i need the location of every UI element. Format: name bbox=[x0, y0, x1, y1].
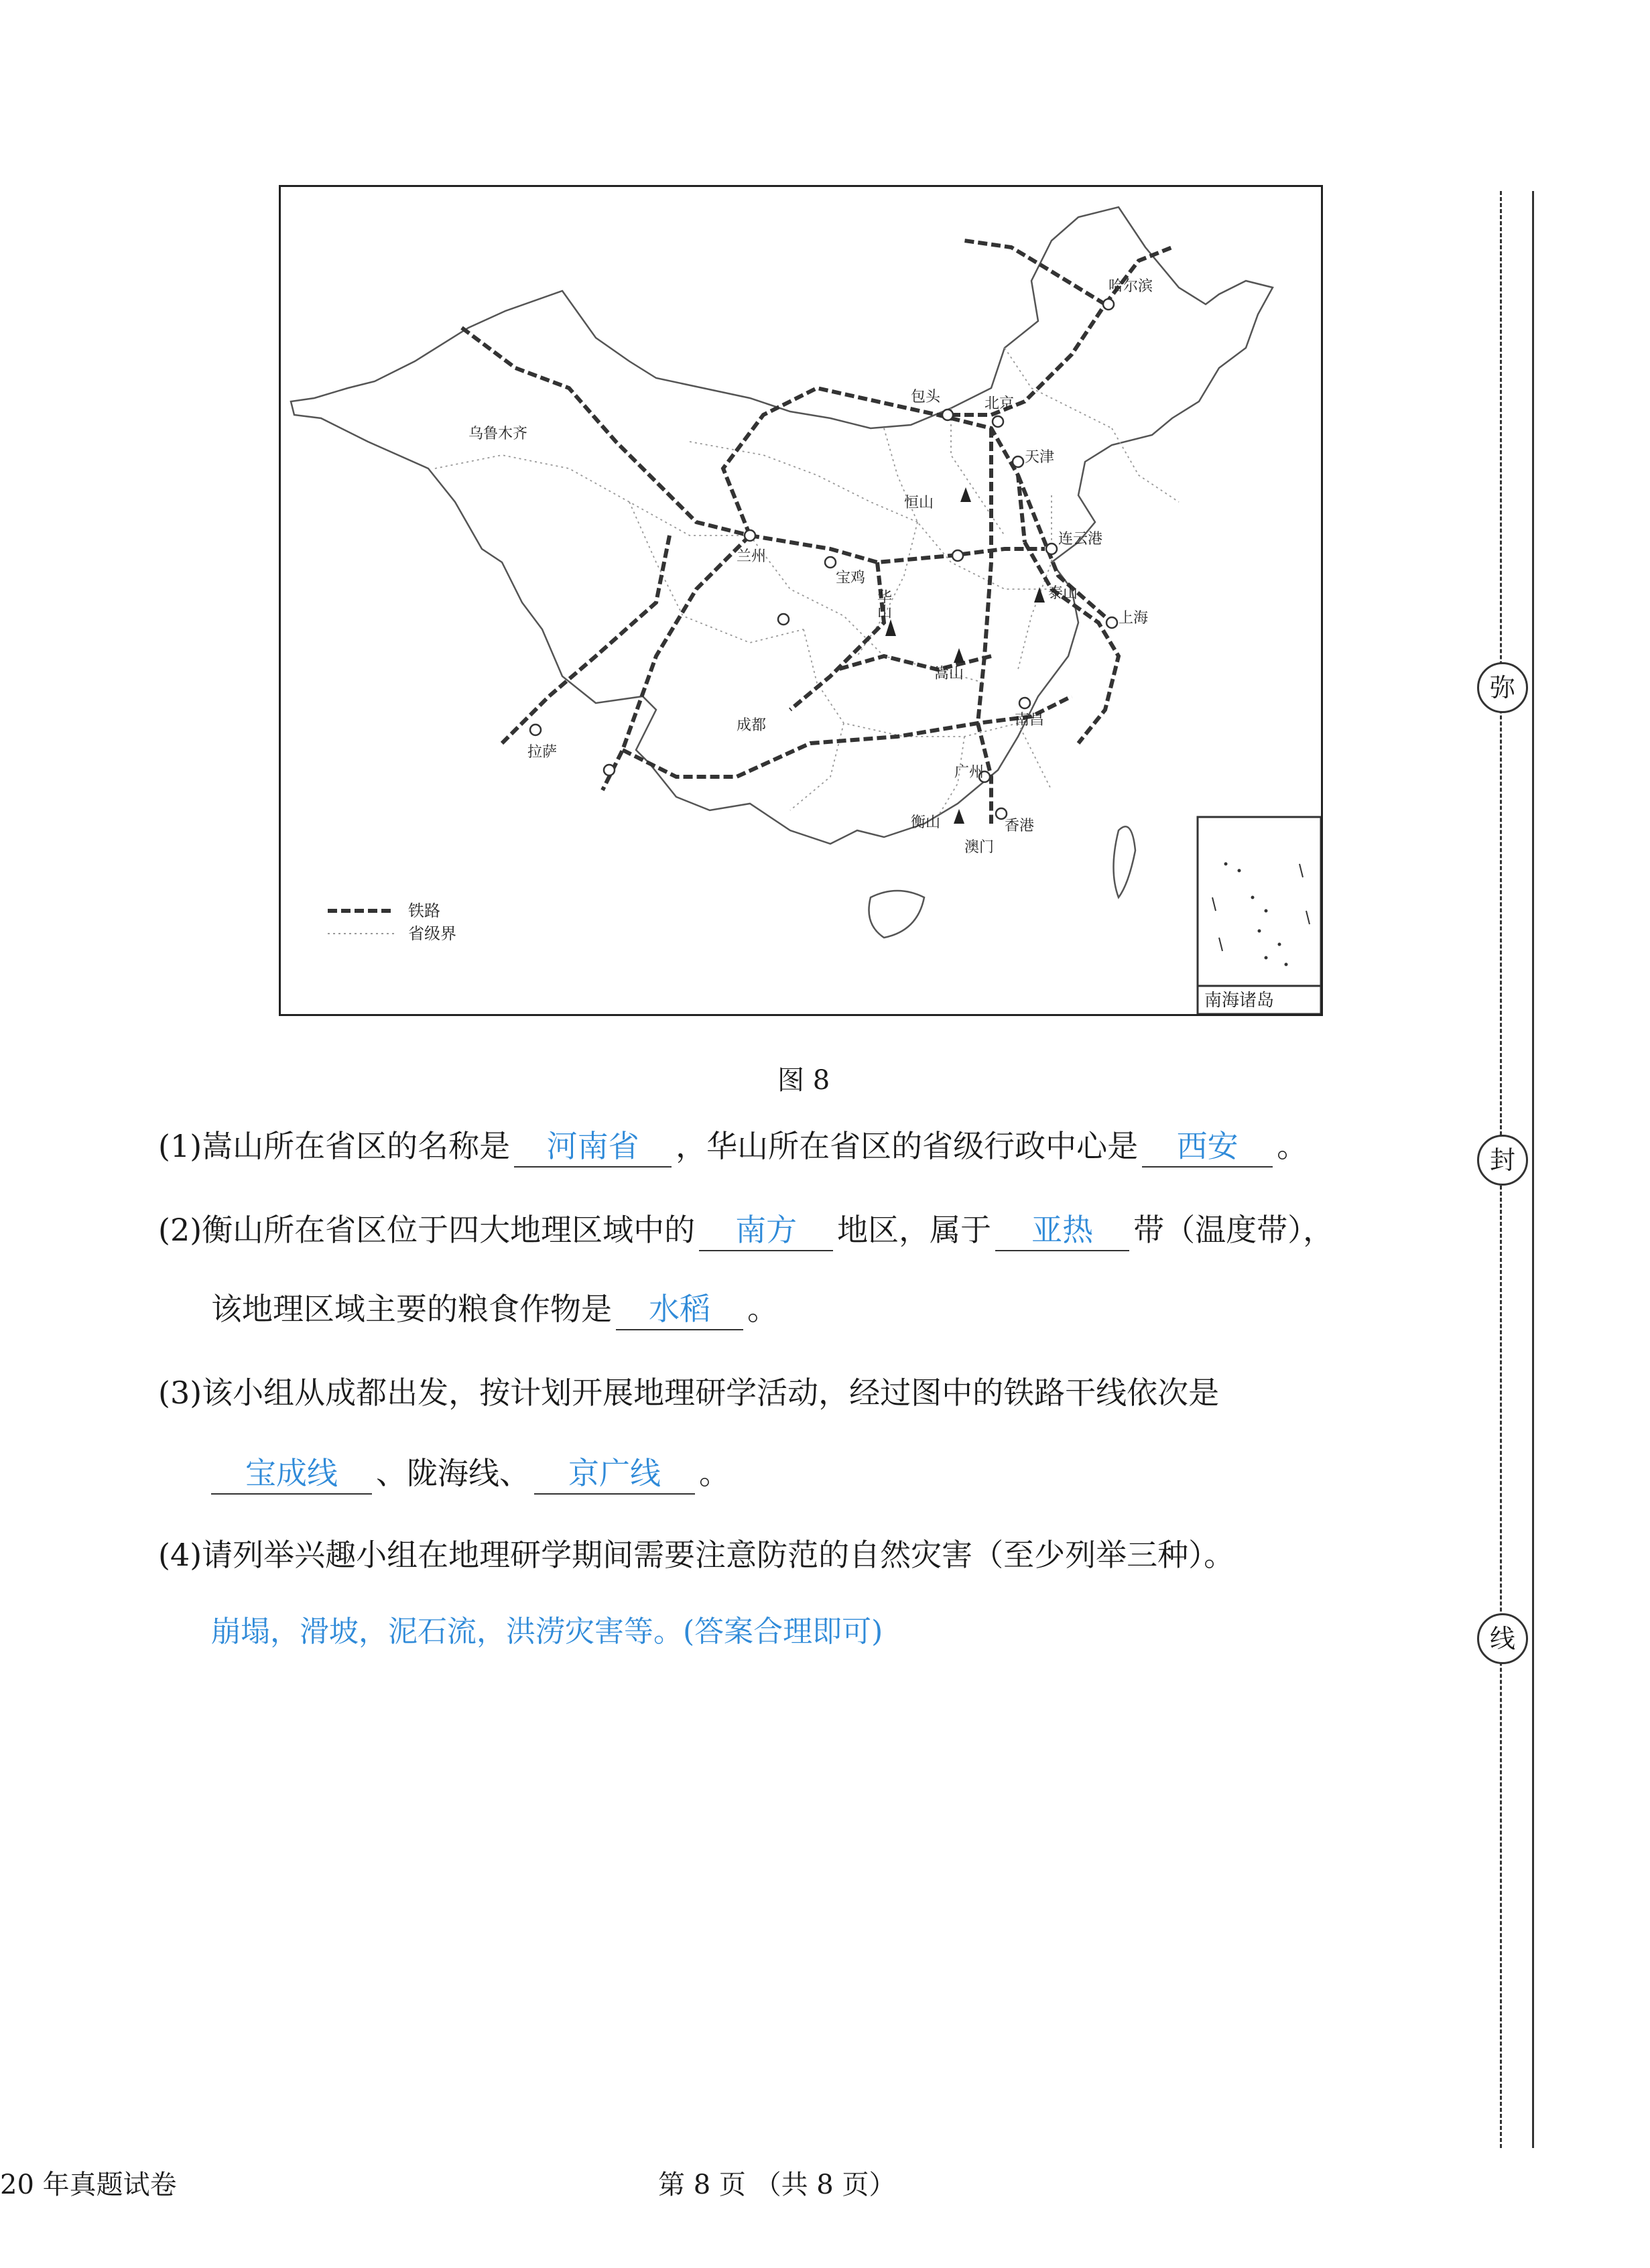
marker-lianyungang bbox=[1046, 544, 1057, 554]
taiwan-outline bbox=[1114, 826, 1136, 897]
china-railway-map bbox=[281, 187, 1321, 1014]
legend-railway-label: 铁路 bbox=[408, 903, 440, 920]
q1-middle: ，华山所在省区的省级行政中心是 bbox=[676, 1128, 1139, 1164]
seal-char-2: 封 bbox=[1477, 1135, 1528, 1186]
marker-shanghai bbox=[1106, 617, 1117, 628]
label-baoji: 宝鸡 bbox=[836, 569, 866, 586]
map-legend bbox=[328, 902, 456, 943]
label-baotou: 包头 bbox=[911, 388, 941, 405]
marker-zhengzhou bbox=[952, 550, 963, 561]
marker-nanchang bbox=[1019, 698, 1030, 708]
label-harbin: 哈尔滨 bbox=[1108, 277, 1153, 294]
question-2-line-2 bbox=[211, 1289, 778, 1330]
q3-suffix: 。 bbox=[699, 1455, 730, 1491]
question-4: (4)请列举兴趣小组在地理研学期间需要注意防范的自然灾害（至少列举三种）。 bbox=[158, 1537, 1235, 1573]
inset-label: 南海诸岛 bbox=[1204, 991, 1275, 1010]
label-taishan: 泰山 bbox=[1048, 584, 1078, 601]
q2-line2-prefix: 该地理区域主要的粮食作物是 bbox=[211, 1291, 612, 1327]
seal-char-1: 弥 bbox=[1477, 662, 1528, 713]
marker-lhasa bbox=[530, 724, 541, 735]
marker-chengdu bbox=[778, 614, 789, 625]
q3-middle: 、陇海线、 bbox=[376, 1455, 530, 1491]
q3-answer-2[interactable]: 京广线 bbox=[534, 1453, 695, 1495]
q1-suffix: 。 bbox=[1277, 1128, 1308, 1164]
marker-lanzhou bbox=[745, 530, 755, 541]
label-lhasa: 拉萨 bbox=[527, 743, 558, 760]
figure-caption: 图 8 bbox=[777, 1065, 830, 1096]
q2-middle: 地区，属于 bbox=[837, 1212, 992, 1248]
label-hengshan-n: 恒山 bbox=[904, 494, 934, 511]
q2-line2-suffix: 。 bbox=[747, 1291, 778, 1327]
question-3: (3)该小组从成都出发，按计划开展地理研学活动，经过图中的铁路干线依次是 bbox=[158, 1375, 1220, 1411]
seal-char-3: 线 bbox=[1477, 1613, 1528, 1664]
q1-prefix: (1)嵩山所在省区的名称是 bbox=[158, 1128, 511, 1164]
label-tianjin: 天津 bbox=[1025, 448, 1055, 465]
q2-suffix: 带（温度带）， bbox=[1133, 1212, 1334, 1248]
q2-prefix: (2)衡山所在省区位于四大地理区域中的 bbox=[158, 1212, 696, 1248]
map-figure bbox=[279, 185, 1323, 1016]
hainan-outline bbox=[869, 891, 925, 938]
mountain-hengshan-s-icon bbox=[954, 809, 964, 824]
marker-beijing bbox=[993, 416, 1003, 427]
q4-answer[interactable]: 崩塌，滑坡，泥石流，洪涝灾害等。(答案合理即可) bbox=[211, 1615, 883, 1649]
marker-harbin bbox=[1103, 299, 1114, 310]
china-outline bbox=[291, 207, 1273, 844]
label-lanzhou: 兰州 bbox=[737, 548, 767, 564]
binding-solid-line bbox=[1532, 191, 1534, 2148]
q1-answer-1[interactable]: 河南省 bbox=[514, 1126, 672, 1168]
question-3-line-2 bbox=[211, 1453, 730, 1495]
label-nanchang: 南昌 bbox=[1015, 711, 1045, 728]
marker-kunming bbox=[604, 765, 615, 775]
q2-answer-2[interactable]: 亚热 bbox=[995, 1210, 1129, 1251]
label-hengshan-s: 衡山 bbox=[911, 814, 941, 830]
label-lianyungang: 连云港 bbox=[1058, 530, 1103, 547]
label-beijing: 北京 bbox=[985, 395, 1015, 412]
q2-answer-1[interactable]: 南方 bbox=[699, 1210, 833, 1251]
marker-tianjin bbox=[1013, 456, 1023, 467]
question-1 bbox=[158, 1126, 1308, 1168]
label-hongkong: 香港 bbox=[1005, 817, 1035, 834]
marker-baoji bbox=[825, 557, 836, 568]
label-songshan: 嵩山 bbox=[934, 665, 964, 682]
label-guangzhou: 广州 bbox=[954, 763, 985, 780]
label-shanghai: 上海 bbox=[1119, 609, 1149, 626]
q2-answer-3[interactable]: 水稻 bbox=[616, 1289, 743, 1330]
footer-left: 20 年真题试卷 bbox=[0, 2169, 177, 2200]
label-chengdu: 成都 bbox=[737, 716, 767, 733]
footer-page-number: 第 8 页 （共 8 页） bbox=[658, 2169, 896, 2200]
q1-answer-2[interactable]: 西安 bbox=[1142, 1126, 1273, 1168]
mountain-songshan-icon bbox=[954, 648, 964, 663]
south-china-sea-inset bbox=[1198, 817, 1321, 1014]
legend-border-label: 省级界 bbox=[408, 926, 456, 943]
label-macau: 澳门 bbox=[964, 838, 995, 855]
q3-answer-1[interactable]: 宝成线 bbox=[211, 1453, 372, 1495]
question-2 bbox=[158, 1210, 1334, 1251]
label-huashan: 华山 bbox=[875, 589, 893, 619]
label-urumqi: 乌鲁木齐 bbox=[468, 425, 528, 442]
marker-baotou bbox=[942, 410, 953, 420]
mountain-hengshan-n-icon bbox=[960, 487, 971, 502]
mountain-huashan-icon bbox=[885, 619, 896, 636]
